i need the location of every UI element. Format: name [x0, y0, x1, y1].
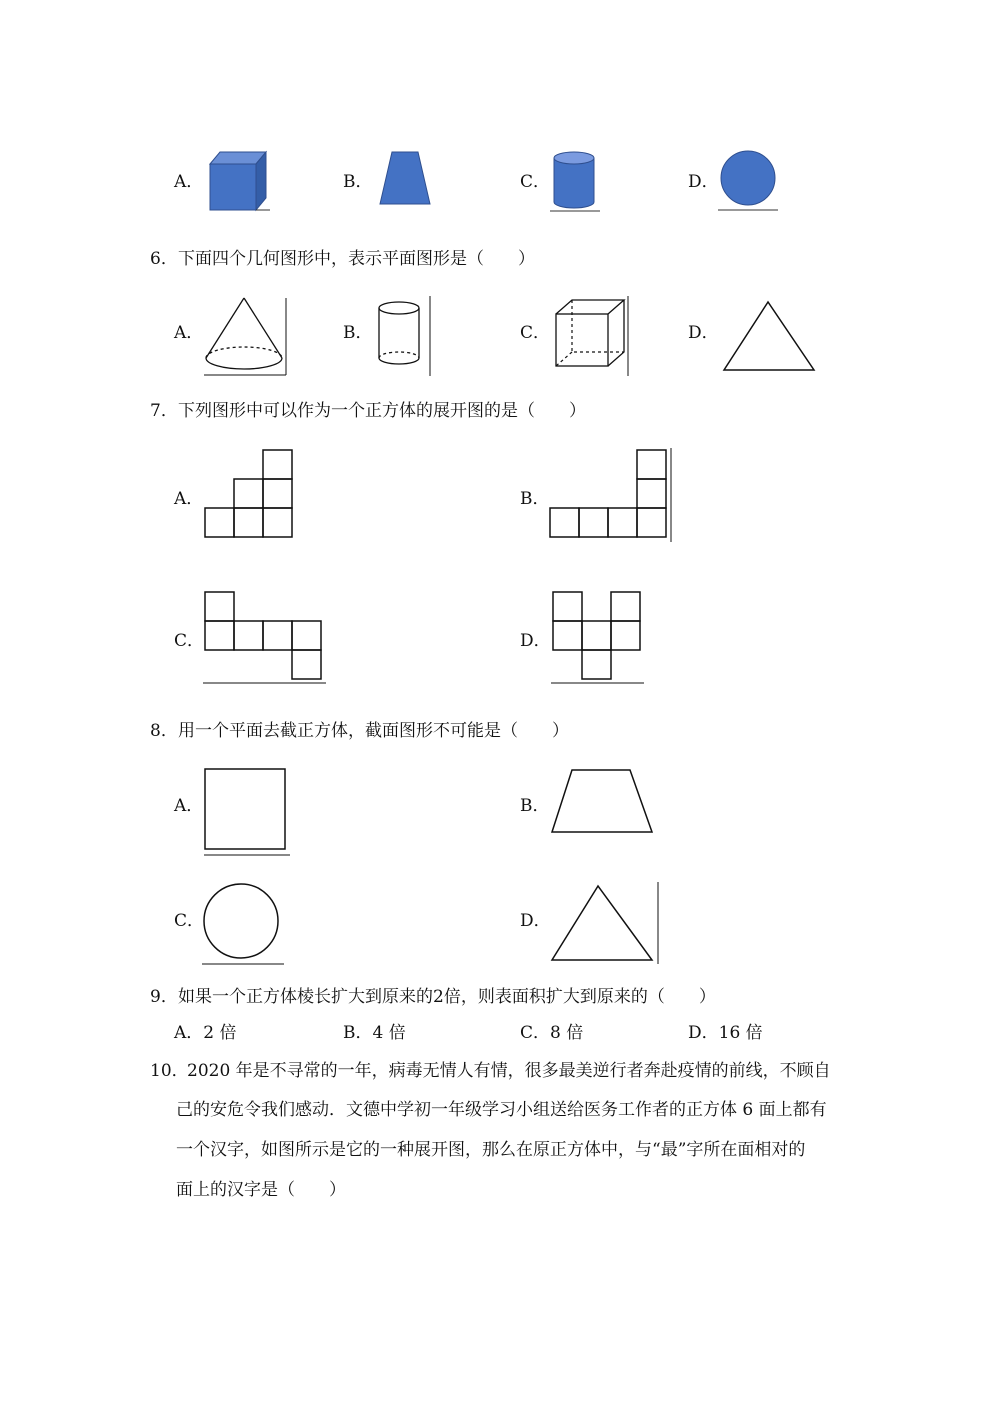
- q8-option-c-circle-figure: [200, 880, 288, 968]
- q8-option-b-trapezoid-figure: [546, 764, 658, 838]
- q9-option-d-value: 16 倍: [718, 1023, 763, 1043]
- q9-option-a-label: A．: [174, 1023, 204, 1043]
- q9-option-b-label: B．: [343, 1023, 373, 1043]
- q6-option-d-label: D．: [688, 323, 719, 343]
- q6-option-c-cube-figure: [550, 294, 630, 378]
- q8-option-a-square-figure: [200, 764, 294, 858]
- q9-option-b: [343, 1022, 406, 1044]
- q9-number: 9．: [150, 987, 178, 1007]
- q7-option-a-label: A．: [174, 489, 204, 509]
- q6-option-a-cone-figure: [200, 294, 292, 378]
- q10-text-line-4: 面上的汉字是（ ）: [176, 1180, 346, 1200]
- q5-option-a-cube-figure: [200, 148, 270, 214]
- q6-number: 6．: [150, 249, 178, 269]
- q9-option-c-value: 8 倍: [550, 1023, 584, 1043]
- q5-option-d-sphere-figure: [716, 148, 780, 214]
- q8-option-c-label: C．: [174, 911, 205, 931]
- q9-option-b-value: 4 倍: [372, 1023, 406, 1043]
- q9-option-c-label: C．: [520, 1023, 551, 1043]
- q8-option-d-label: D．: [520, 911, 551, 931]
- q9-option-d-label: D．: [688, 1023, 719, 1043]
- q6-option-b-cylinder-figure: [372, 294, 434, 378]
- q5-option-b-label: B．: [343, 172, 373, 192]
- q5-option-c-cylinder-figure: [548, 148, 604, 214]
- q5-option-a-label: A．: [174, 172, 204, 192]
- q7-number: 7．: [150, 401, 178, 421]
- q6-question-text: 下面四个几何图形中，表示平面图形是（ ）: [178, 249, 535, 269]
- q8-question-text: 用一个平面去截正方体，截面图形不可能是（ ）: [178, 721, 569, 741]
- q9-option-d: [688, 1022, 763, 1044]
- q7-option-c-net-figure: [200, 588, 330, 686]
- q5-option-c-label: C．: [520, 172, 551, 192]
- q7-option-c-label: C．: [174, 631, 205, 651]
- q10-text-line-2: 己的安危令我们感动．文德中学初一年级学习小组送给医务工作者的正方体 6 面上都有: [176, 1100, 827, 1120]
- q7-option-d-label: D．: [520, 631, 551, 651]
- q8-option-a-label: A．: [174, 796, 204, 816]
- q5-option-d-label: D．: [688, 172, 719, 192]
- q10-text-line-3: 一个汉字，如图所示是它的一种展开图，那么在原正方体中，与“最”字所在面相对的: [176, 1140, 806, 1160]
- q7-option-b-label: B．: [520, 489, 550, 509]
- q9-option-a-value: 2 倍: [203, 1023, 237, 1043]
- q9-question-text: 如果一个正方体棱长扩大到原来的2倍，则表面积扩大到原来的（ ）: [178, 987, 716, 1007]
- q8-number: 8．: [150, 721, 178, 741]
- q10-text-line-1: 2020 年是不寻常的一年，病毒无情人有情，很多最美逆行者奔赴疫情的前线，不顾自: [187, 1061, 831, 1081]
- q9-option-c: [520, 1022, 583, 1044]
- q8-option-d-triangle-figure: [546, 880, 662, 968]
- q6-option-d-triangle-figure: [718, 294, 820, 376]
- q7-question-text: 下列图形中可以作为一个正方体的展开图的是（ ）: [178, 401, 586, 421]
- q6-option-a-label: A．: [174, 323, 204, 343]
- q7-option-d-net-figure: [548, 588, 648, 686]
- q6-option-b-label: B．: [343, 323, 373, 343]
- q6-option-c-label: C．: [520, 323, 551, 343]
- q7-option-b-net-figure: [545, 446, 675, 544]
- q5-option-b-trapezoid-figure: [372, 148, 438, 208]
- q8-option-b-label: B．: [520, 796, 550, 816]
- q9-option-a: [174, 1022, 237, 1044]
- q10-number: 10．: [150, 1061, 189, 1081]
- q7-option-a-net-figure: [200, 446, 300, 542]
